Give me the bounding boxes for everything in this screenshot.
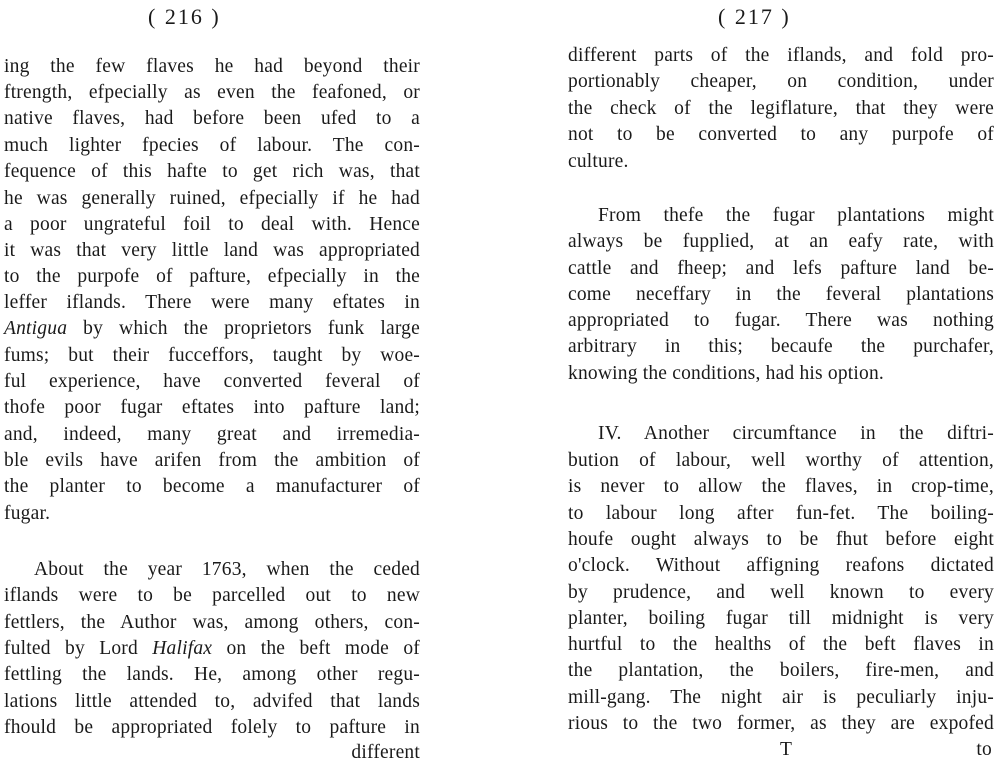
left-text-line: thofe poor fugar eftates into pafture land; [4, 397, 420, 418]
right-text-line: come neceffary in the feveral plantations [568, 284, 994, 305]
left-text-line: much lighter fpecies of labour. The con- [4, 135, 420, 156]
left-text-line: fequence of this hafte to get rich was, that [4, 161, 420, 182]
left-text-line: leffer iflands. There were many eftates in [4, 292, 420, 313]
right-text-line: the check of the legiflature, that they were [568, 98, 994, 119]
right-text-line: different parts of the iflands, and fold pro- [568, 45, 994, 66]
right-text-line: rious to the two former, as they are expofed [568, 713, 994, 734]
left-text-line: lations little attended to, advifed that lands [4, 691, 420, 712]
left-text-line: and, indeed, many great and irremedia- [4, 424, 420, 445]
left-text-line: ble evils have arifen from the ambition of [4, 450, 420, 471]
left-text-line: ftrength, efpecially as even the feafoned, or [4, 82, 420, 103]
right-text-line: cattle and fheep; and lefs pafture land be- [568, 258, 994, 279]
right-text-line: by prudence, and well known to every [568, 582, 994, 603]
left-page [4, 0, 420, 769]
left-text-line: fulted by Lord Halifax on the beft mode of [4, 638, 420, 659]
left-text-line: fhould be appropriated folely to pafture in [4, 717, 420, 738]
left-text-line: iflands were to be parcelled out to new [4, 585, 420, 606]
page-number-right: ( 217 ) [718, 4, 791, 29]
right-text-line: mill-gang. The night air is peculiarly inju- [568, 687, 994, 708]
right-text-line: planter, boiling fugar till midnight is very [568, 608, 994, 629]
page-number-left: ( 216 ) [148, 4, 221, 29]
right-text-line: IV. Another circumftance in the diftri- [598, 423, 994, 444]
right-text-line: not to be converted to any purpofe of [568, 124, 994, 145]
right-text-line: is never to allow the flaves, in crop-time, [568, 476, 994, 497]
right-text-line: From thefe the fugar plantations might [598, 205, 994, 226]
right-text-line: hurtful to the healths of the beft flaves in [568, 634, 994, 655]
left-text-line: native flaves, had before been ufed to a [4, 108, 420, 129]
right-text-line: to labour long after fun-fet. The boiling- [568, 503, 994, 524]
right-text-line: knowing the conditions, had his option. [568, 363, 884, 384]
left-text-line: to the purpofe of pafture, efpecially in the [4, 266, 420, 287]
left-text-line: a poor ungrateful foil to deal with. Hence [4, 214, 420, 235]
right-text-line: appropriated to fugar. There was nothing [568, 310, 994, 331]
right-footer [568, 737, 994, 763]
right-text-line: bution of labour, well worthy of attention, [568, 450, 994, 471]
right-text-line: always be fupplied, at an eafy rate, with [568, 231, 994, 252]
signature-mark: T [780, 739, 793, 760]
catchword: to [976, 739, 992, 760]
left-text-line: fettlers, the Author was, among others, con- [4, 612, 420, 633]
right-text-line: portionably cheaper, on condition, under [568, 71, 994, 92]
left-text-line: fettling the lands. He, among other regu- [4, 664, 420, 685]
left-text-line: About the year 1763, when the ceded [34, 559, 420, 580]
left-text-line: fugar. [4, 503, 51, 524]
left-text-line: fums; but their fucceffors, taught by woe- [4, 345, 420, 366]
left-text-line: different [351, 742, 420, 763]
left-text-line: the planter to become a manufacturer of [4, 476, 420, 497]
left-text-line: ful experience, have converted feveral of [4, 371, 420, 392]
right-text-line: houfe ought always to be fhut before eight [568, 529, 994, 550]
left-text-line: it was that very little land was appropriated [4, 240, 420, 261]
right-text-line: culture. [568, 151, 629, 172]
right-text-line: o'clock. Without affigning reafons dictated [568, 555, 994, 576]
right-text-line: the plantation, the boilers, fire-men, and [568, 660, 994, 681]
left-text-line: Antigua by which the proprietors funk large [4, 318, 420, 339]
left-text-line: he was generally ruined, efpecially if he had [4, 188, 420, 209]
right-page [568, 0, 994, 769]
left-text-line: ing the few flaves he had beyond their [4, 56, 420, 77]
right-text-line: arbitrary in this; becaufe the purchafer, [568, 336, 994, 357]
